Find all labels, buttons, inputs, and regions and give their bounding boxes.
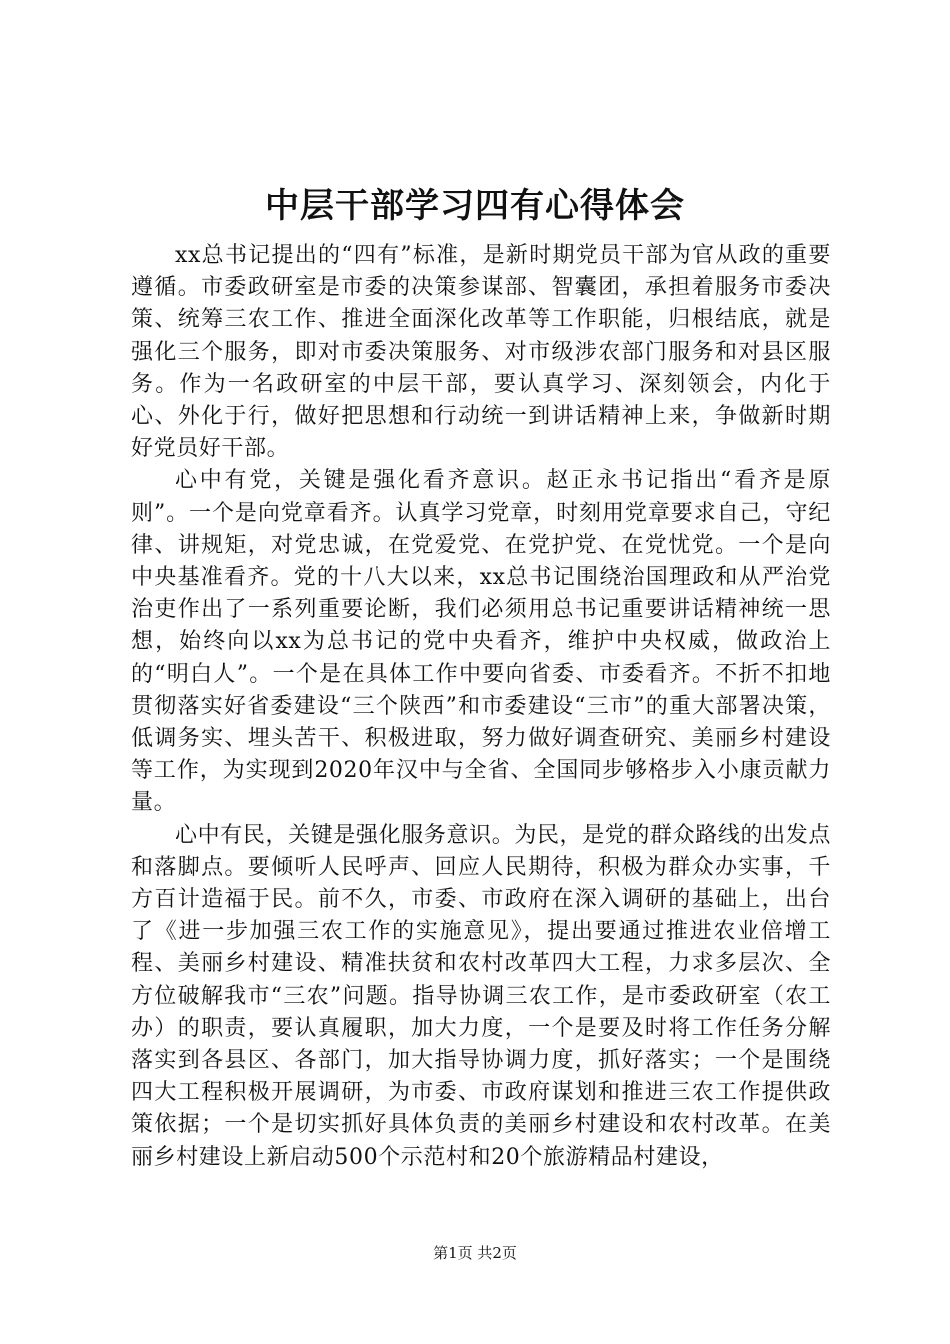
paragraph-intro: xx总书记提出的“四有”标准，是新时期党员干部为官从政的重要遵循。市委政研室是市委的决策参谋部、智囊团，承担着服务市委决策、统筹三农工作、推进全面深化改革等工作职能，归根结底，就是强化三个服务，即对市委决策服务、对市级涉农部门服务和对县区服务。作为一名政研室的中层干部，要认真学习、深刻领会，内化于心、外化于行，做好把思想和行动统一到讲话精神上来，争做新时期好党员好干部。 <box>131 243 831 462</box>
page-number-footer: 第1页 共2页 <box>433 1244 517 1262</box>
paragraph-party: 心中有党，关键是强化看齐意识。赵正永书记指出“看齐是原则”。一个是向党章看齐。认真学习党章，时刻用党章要求自己，守纪律、讲规矩，对党忠诚，在党爱党、在党护党、在党忧党。一个是向中央基准看齐。党的十八大以来，xx总书记围绕治国理政和从严治党治吏作出了一系列重要论断，我们必须用总书记重要讲话精神统一思想，始终向以xx为总书记的党中央看齐，维护中央权威，做政治上的“明白人”。一个是在具体工作中要向省委、市委看齐。不折不扣地贯彻落实好省委建设“三个陕西”和市委建设“三市”的重大部署决策，低调务实、埋头苦干、积极进取，努力做好调查研究、美丽乡村建设等工作，为实现到2020年汉中与全省、全国同步够格步入小康贡献力量。 <box>131 468 831 816</box>
paragraph-people: 心中有民，关键是强化服务意识。为民，是党的群众路线的出发点和落脚点。要倾听人民呼声、回应人民期待，积极为群众办实事，千方百计造福于民。前不久，市委、市政府在深入调研的基础上，出台了《进一步加强三农工作的实施意见》，提出要通过推进农业倍增工程、美丽乡村建设、精准扶贫和农村改革四大工程，力求多层次、全方位破解我市“三农”问题。指导协调三农工作，是市委政研室（农工办）的职责，要认真履职，加大力度，一个是要及时将工作任务分解落实到各县区、各部门，加大指导协调力度，抓好落实；一个是围绕四大工程积极开展调研，为市委、市政府谋划和推进三农工作提供政策依据；一个是切实抓好具体负责的美丽乡村建设和农村改革。在美丽乡村建设上新启动500个示范村和20个旅游精品村建设， <box>131 822 831 1170</box>
document-title: 中层干部学习四有心得体会 <box>265 186 685 226</box>
document-body <box>131 240 831 1174</box>
